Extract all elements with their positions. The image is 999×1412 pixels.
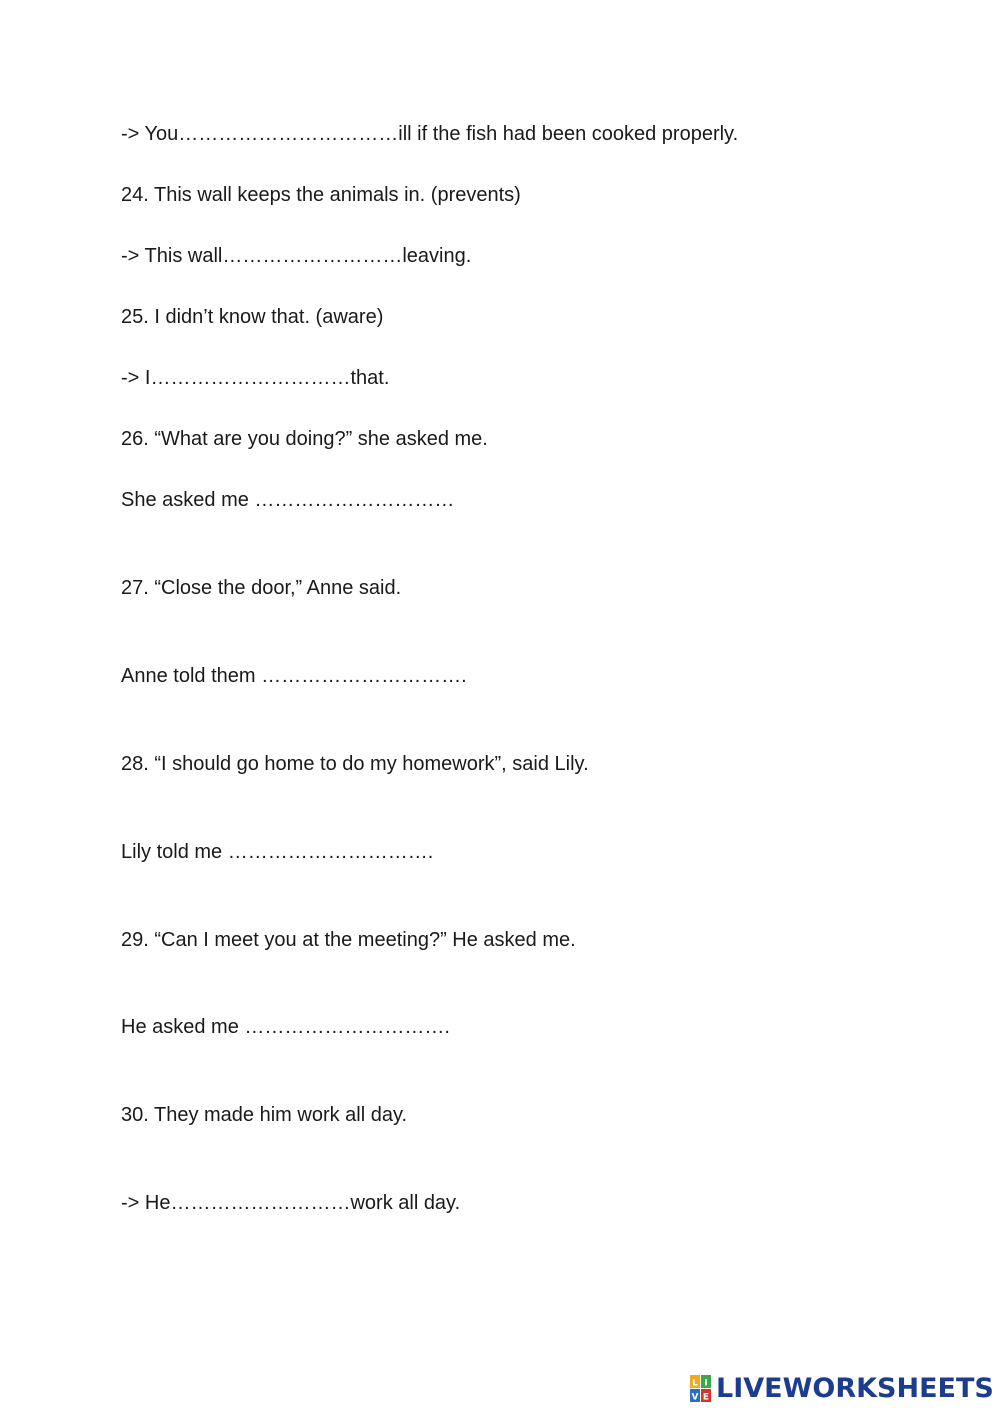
question-28: 28. “I should go home to do my homework”, said Lily. xyxy=(121,753,589,775)
answer-line-26: She asked me ………………………… xyxy=(121,489,455,511)
answer-line-30: -> He………………………work all day. xyxy=(121,1192,461,1214)
question-24: 24. This wall keeps the animals in. (prevents) xyxy=(121,184,521,206)
liveworksheets-logo-icon xyxy=(690,1375,712,1403)
liveworksheets-logo xyxy=(690,1372,994,1406)
answer-line-28: Lily told me …………………………. xyxy=(121,841,434,863)
svg-text:I: I xyxy=(704,1378,708,1389)
answer-line-25: -> I…………………………that. xyxy=(121,367,390,389)
answer-line-27: Anne told them …………………………. xyxy=(121,665,467,687)
answer-line-24: -> This wall………………………leaving. xyxy=(121,245,472,267)
question-29: 29. “Can I meet you at the meeting?” He asked me. xyxy=(121,929,576,951)
answer-line-29: He asked me …………………………. xyxy=(121,1016,450,1038)
svg-text:V: V xyxy=(691,1392,699,1403)
question-26: 26. “What are you doing?” she asked me. xyxy=(121,428,488,450)
question-30: 30. They made him work all day. xyxy=(121,1104,408,1126)
question-25: 25. I didn’t know that. (aware) xyxy=(121,306,384,328)
question-27: 27. “Close the door,” Anne said. xyxy=(121,577,402,599)
answer-line-23: -> You……………………………ill if the fish had been cooked properly. xyxy=(121,123,739,145)
liveworksheets-logo-text: LIVEWORKSHEETS xyxy=(716,1373,994,1404)
svg-text:E: E xyxy=(702,1392,710,1403)
svg-text:L: L xyxy=(692,1378,698,1389)
